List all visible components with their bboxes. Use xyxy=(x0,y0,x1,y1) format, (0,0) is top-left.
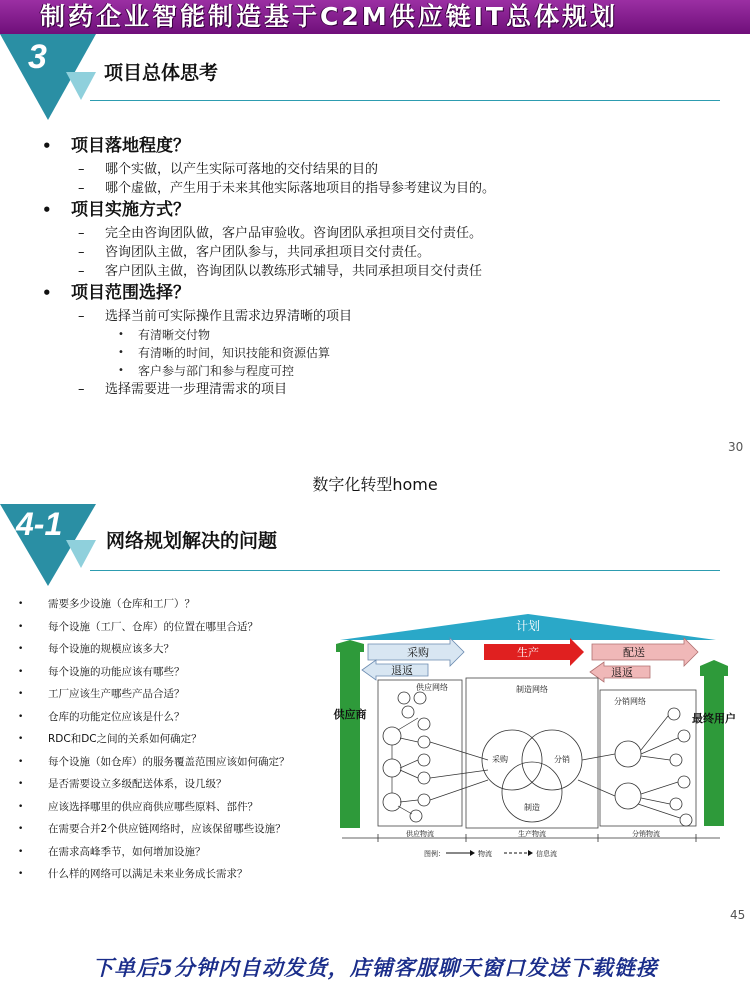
caption-text: 数字化转型home xyxy=(312,475,438,494)
sub-bullet-item: – 客户团队主做，咨询团队以教练形式辅导，共同承担项目交付责任 xyxy=(38,262,718,281)
slide-30 xyxy=(0,34,750,462)
sub-sub-bullet-item: • 有清晰的时间，知识技能和资源估算 xyxy=(38,344,718,362)
question-item: • 工厂应该生产哪些产品合适？ xyxy=(18,683,323,706)
question-item: • 每个设施（如仓库）的服务覆盖范围应该如何确定？ xyxy=(18,751,323,774)
venn-purchase-label: 采购 xyxy=(492,755,508,764)
supplier-label: 供应商 xyxy=(333,708,367,721)
question-item: • RDC和DC之间的关系如何确定？ xyxy=(18,728,323,751)
distribution-network-label: 分销网络 xyxy=(614,697,646,706)
page-number: 45 xyxy=(730,908,746,922)
download-notice: 下单后5分钟内自动发货，店铺客服聊天窗口发送下载链接 xyxy=(92,955,658,980)
section-title: 网络规划解决的问题 xyxy=(106,530,278,552)
venn-manufacturing-label: 制造 xyxy=(524,803,540,812)
page-number: 30 xyxy=(728,440,744,454)
section-number: 4-1 xyxy=(16,506,63,542)
return-label-right: 退返 xyxy=(611,666,633,679)
legend-label: 图例： xyxy=(424,850,445,858)
venn-distribution-label: 分销 xyxy=(554,755,570,764)
supply-chain-network-diagram xyxy=(332,610,736,860)
legend-info-label: 信息流 xyxy=(536,850,557,858)
distribution-nodes xyxy=(615,708,692,826)
question-item: • 每个设施（工厂、仓库）的位置在哪里合适？ xyxy=(18,616,323,639)
title-banner xyxy=(0,0,750,34)
end-user-label: 最终用户 xyxy=(692,712,736,725)
slide-45 xyxy=(0,500,750,932)
bullet-item: • 项目落地程度？ xyxy=(38,134,718,158)
sub-bullet-item: – 咨询团队主做，客户团队参与，共同承担项目交付责任。 xyxy=(38,243,718,262)
section-number: 3 xyxy=(28,38,47,76)
sub-bullet-item: – 选择当前可实际操作且需求边界清晰的项目 xyxy=(38,307,718,326)
distribution-label: 配送 xyxy=(623,646,645,659)
sub-bullet-item: – 哪个实做，以产生实际可落地的交付结果的目的 xyxy=(38,160,718,179)
section-title: 项目总体思考 xyxy=(104,62,219,84)
distribution-logistics-label: 分销物流 xyxy=(632,830,660,838)
question-item: • 需要多少设施（仓库和工厂）？ xyxy=(18,593,323,616)
question-list xyxy=(18,593,323,886)
section-marker-shape xyxy=(0,34,110,124)
production-logistics-label: 生产物流 xyxy=(518,830,546,838)
sub-bullet-item: – 完全由咨询团队做，客户品审验收。咨询团队承担项目交付责任。 xyxy=(38,224,718,243)
supply-nodes xyxy=(383,692,430,822)
sub-bullet-item: – 选择需要进一步理清需求的项目 xyxy=(38,380,718,399)
distribution-arrow xyxy=(592,638,698,666)
supply-links xyxy=(392,718,488,814)
bullet-list xyxy=(38,134,718,399)
return-label-left: 退返 xyxy=(391,664,413,677)
question-item: • 仓库的功能定位应该是什么？ xyxy=(18,706,323,729)
supplier-bar xyxy=(340,652,360,828)
question-item: • 在需要合并2个供应链网络时，应该保留哪些设施？ xyxy=(18,818,323,841)
question-item: • 应该选择哪里的供应商供应哪些原料、部件？ xyxy=(18,796,323,819)
plan-label: 计划 xyxy=(515,619,541,633)
purchase-label: 采购 xyxy=(407,646,429,659)
question-item: • 每个设施的功能应该有哪些？ xyxy=(18,661,323,684)
production-label: 生产 xyxy=(517,646,539,659)
sub-sub-bullet-item: • 有清晰交付物 xyxy=(38,326,718,344)
question-item: • 是否需要设立多级配送体系，设几级？ xyxy=(18,773,323,796)
legend-material-label: 物流 xyxy=(478,850,492,858)
manufacturing-network-label: 制造网络 xyxy=(516,685,548,694)
question-item: • 什么样的网络可以满足未来业务成长需求？ xyxy=(18,863,323,886)
question-item: • 每个设施的规模应该多大？ xyxy=(18,638,323,661)
sub-bullet-item: – 哪个虚做，产生用于未来其他实际落地项目的指导参考建议为目的。 xyxy=(38,179,718,198)
sub-sub-bullet-item: • 客户参与部门和参与程度可控 xyxy=(38,362,718,380)
end-user-bar xyxy=(704,676,724,826)
section-divider xyxy=(90,570,720,571)
banner-title: 制药企业智能制造基于C2M供应链IT总体规划 xyxy=(40,2,618,31)
question-item: • 在需求高峰季节，如何增加设施？ xyxy=(18,841,323,864)
supply-network-label: 供应网络 xyxy=(416,683,448,692)
bullet-item: • 项目实施方式？ xyxy=(38,198,718,222)
bullet-item: • 项目范围选择？ xyxy=(38,281,718,305)
section-divider xyxy=(90,100,720,101)
supply-logistics-label: 供应物流 xyxy=(406,830,434,838)
